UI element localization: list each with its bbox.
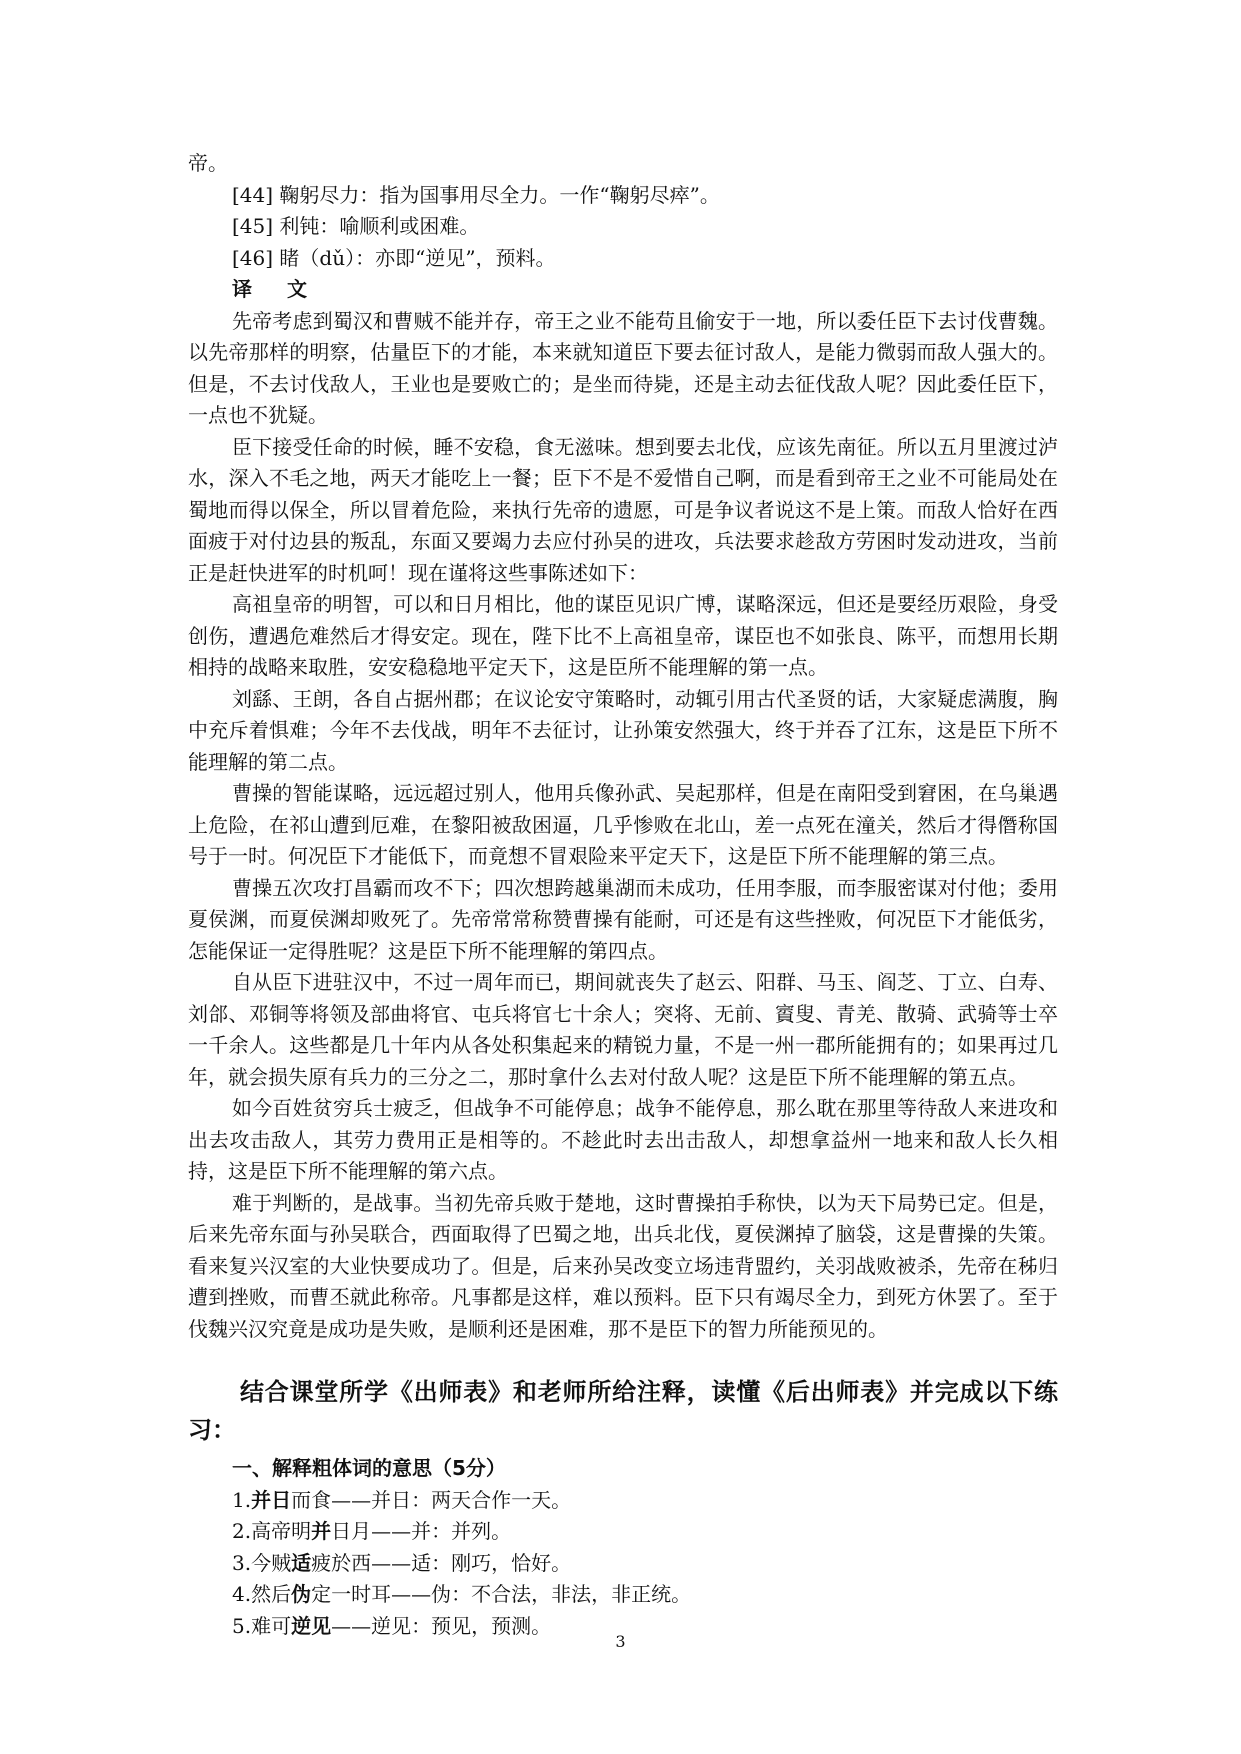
- bold-term: 适: [291, 1550, 312, 1575]
- item-rest: 日月——并：并列。: [331, 1519, 512, 1543]
- bold-term: 并: [311, 1519, 332, 1543]
- item-prefix: 2.高帝明: [232, 1519, 312, 1543]
- translation-heading: 译 文: [232, 277, 321, 301]
- translation-paragraph: 先帝考虑到蜀汉和曹贼不能并存，帝王之业不能苟且偷安于一地，所以委任臣下去讨伐曹魏。以先帝那样的明察，估量臣下的才能，本来就知道臣下要去征讨敌人，是能力微弱而敌人强大的。但是，不去讨伐敌人，王业也是要败亡的；是坐而待毙，还是主动去征伐敌人呢？因此委任臣下，一点也不犹疑。: [188, 308, 1058, 427]
- item-rest: 疲於西——适：刚巧，恰好。: [311, 1550, 572, 1575]
- footnote-44: [44] 鞠躬尽力：指为国事用尽全力。一作“鞠躬尽瘁”。: [232, 182, 720, 207]
- footnote-46: [46] 睹（dǔ）：亦即“逆见”，预料。: [232, 245, 556, 270]
- translation-paragraph: 刘繇、王朗，各自占据州郡；在议论安守策略时，动辄引用古代圣贤的话，大家疑虑满腹，胸中充斥着惧难；今年不去伐战，明年不去征讨，让孙策安然强大，终于并吞了江东，这是臣下所不能理解的第二点。: [188, 686, 1058, 774]
- translation-paragraph: 曹操的智能谋略，远远超过别人，他用兵像孙武、吴起那样，但是在南阳受到窘困，在乌巢遇上危险，在祁山遭到厄难，在黎阳被敌困逼，几乎惨败在北山，差一点死在潼关，然后才得僭称国号于一时。何况臣下才能低下，而竟想不冒艰险来平定天下，这是臣下所不能理解的第三点。: [188, 781, 1058, 868]
- item-rest: 定一时耳——伪：不合法，非法，非正统。: [311, 1582, 692, 1606]
- translation-paragraph: 臣下接受任命的时候，睡不安稳，食无滋味。想到要去北伐，应该先南征。所以五月里渡过泸水，深入不毛之地，两天才能吃上一餐；臣下不是不爱惜自己啊，而是看到帝王之业不可能局处在蜀地而得以保全，所以冒着危险，来执行先帝的遗愿，可是争议者说这不是上策。而敌人恰好在西面疲于对付边县的叛乱，东面又要竭力去应付孙吴的进攻，兵法要求趁敌方劳困时发动进攻，当前正是赶快进军的时机呵！现在谨将这些事陈述如下：: [188, 434, 1058, 585]
- item-prefix: 1.: [232, 1487, 252, 1512]
- footnote-45: [45] 利钝：喻顺利或困难。: [232, 214, 480, 238]
- continuation-text: 帝。: [188, 151, 228, 175]
- exercise-item: [232, 1579, 1058, 1611]
- exercise-item: [232, 1485, 1058, 1517]
- bold-term: 逆见: [291, 1613, 332, 1638]
- exercise-intro: 结合课堂所学《出师表》和老师所给注释，读懂《后出师表》并完成以下练习：: [188, 1378, 1058, 1444]
- translation-paragraph: 自从臣下进驻汉中，不过一周年而已，期间就丧失了赵云、阳群、马玉、阎芝、丁立、白寿、刘郃、邓铜等将领及部曲将官、屯兵将官七十余人；突将、无前、賨叟、青羌、散骑、武骑等士卒一千余人。这些都是几十年内从各处积集起来的精锐力量，不是一州一郡所能拥有的；如果再过几年，就会损失原有兵力的三分之二，那时拿什么去对付敌人呢？这是臣下所不能理解的第五点。: [188, 970, 1058, 1089]
- exercise-item: [232, 1516, 1058, 1548]
- bold-term: 伪: [291, 1582, 312, 1606]
- exercise-item: [232, 1548, 1058, 1580]
- item-rest: 而食——并日：两天合作一天。: [291, 1487, 572, 1512]
- bold-term: 并日: [251, 1487, 292, 1512]
- item-prefix: 5.难可: [232, 1613, 292, 1638]
- item-prefix: 3.今贼: [232, 1550, 292, 1575]
- item-prefix: 4.然后: [232, 1582, 292, 1606]
- translation-paragraph: 难于判断的，是战事。当初先帝兵败于楚地，这时曹操拍手称快，以为天下局势已定。但是，后来先帝东面与孙吴联合，西面取得了巴蜀之地，出兵北伐，夏侯渊掉了脑袋，这是曹操的失策。看来复兴汉室的大业快要成功了。但是，后来孙吴改变立场违背盟约，关羽战败被杀，先帝在秭归遭到挫败，而曹丕就此称帝。凡事都是这样，难以预料。臣下只有竭尽全力，到死方休罢了。至于伐魏兴汉究竟是成功是失败，是顺利还是困难，那不是臣下的智力所能预见的。: [188, 1190, 1058, 1341]
- page-number: 3: [615, 1632, 626, 1651]
- item-rest: ——逆见：预见，预测。: [331, 1613, 552, 1638]
- translation-paragraph: 如今百姓贫穷兵士疲乏，但战争不可能停息；战争不能停息，那么耽在那里等待敌人来进攻和出去攻击敌人，其劳力费用正是相等的。不趁此时去出击敌人，却想拿益州一地来和敌人长久相持，这是臣下所不能理解的第六点。: [188, 1096, 1058, 1183]
- exercise-section-title: 一、解释粗体词的意思（5分）: [232, 1456, 506, 1480]
- translation-paragraph: 高祖皇帝的明智，可以和日月相比，他的谋臣见识广博，谋略深远，但还是要经历艰险，身受创伤，遭遇危难然后才得安定。现在，陛下比不上高祖皇帝，谋臣也不如张良、陈平，而想用长期相持的战略来取胜，安安稳稳地平定天下，这是臣所不能理解的第一点。: [188, 592, 1058, 679]
- translation-paragraph: 曹操五次攻打昌霸而攻不下；四次想跨越巢湖而未成功，任用李服，而李服密谋对付他；委用夏侯渊，而夏侯渊却败死了。先帝常常称赞曹操有能耐，可还是有这些挫败，何况臣下才能低劣，怎能保证一定得胜呢？这是臣下所不能理解的第四点。: [188, 875, 1058, 963]
- document-page: [188, 148, 1058, 1642]
